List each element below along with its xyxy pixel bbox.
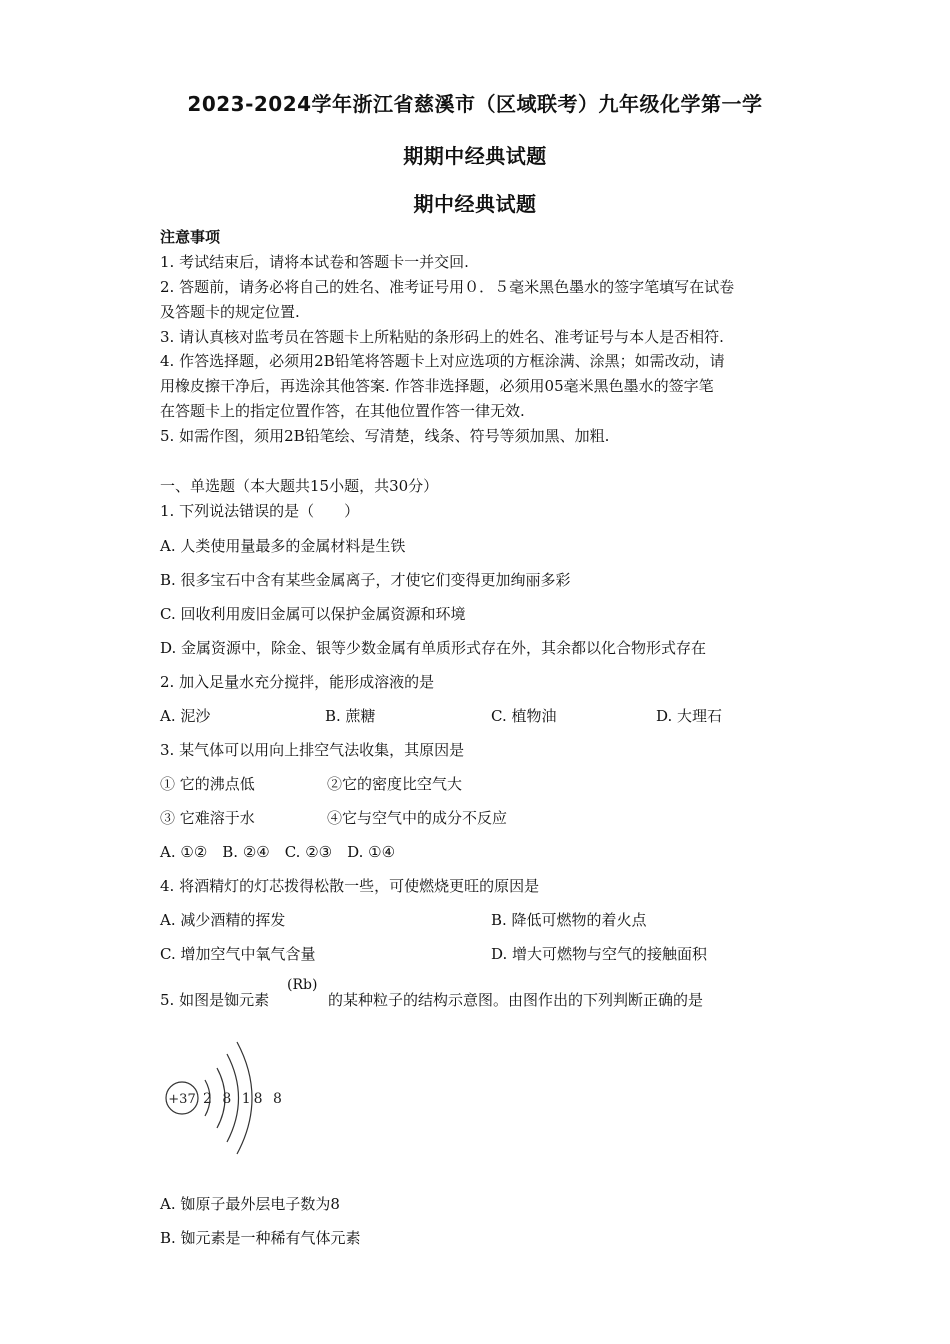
notice-item: 4. 作答选择题，必须用2B铅笔将答题卡上对应选项的方框涂满、涂黑；如需改动，请 <box>160 352 725 370</box>
question-5-option-b: B. 铷元素是一种稀有气体元素 <box>160 1229 361 1247</box>
question-3-statement-1: ① 它的沸点低 <box>160 775 255 793</box>
question-4-option-d: D. 增大可燃物与空气的接触面积 <box>491 945 708 963</box>
question-2-option-d: D. 大理石 <box>656 707 723 725</box>
question-5-stem-part2: 的某种粒子的结构示意图。由图作出的下列判断正确的是 <box>328 991 704 1009</box>
notice-item: 及答题卡的规定位置. <box>160 303 300 321</box>
notice-item: 在答题卡上的指定位置作答，在其他位置作答一律无效. <box>160 402 525 420</box>
rubidium-symbol: (Rb) <box>287 977 318 993</box>
notice-item: 5. 如需作图，须用2B铅笔绘、写清楚，线条、符号等须加黑、加粗. <box>160 427 610 445</box>
atomic-structure-diagram <box>155 1030 285 1160</box>
question-3-options: A. ①② B. ②④ C. ②③ D. ①④ <box>160 843 396 861</box>
question-4-stem: 4. 将酒精灯的灯芯拨得松散一些，可使燃烧更旺的原因是 <box>160 877 540 895</box>
notice-item: 1. 考试结束后，请将本试卷和答题卡一并交回. <box>160 253 469 271</box>
question-4-option-a: A. 减少酒精的挥发 <box>160 911 286 929</box>
question-5-option-a: A. 铷原子最外层电子数为8 <box>160 1195 340 1213</box>
page-title-continued: 期期中经典试题 <box>403 144 547 168</box>
notice-item: 3. 请认真核对监考员在答题卡上所粘贴的条形码上的姓名、准考证号与本人是否相符. <box>160 328 724 346</box>
question-4-option-c: C. 增加空气中氧气含量 <box>160 945 316 963</box>
question-5-stem-part1: 5. 如图是铷元素 <box>160 991 270 1009</box>
question-3-statement-3: ③ 它难溶于水 <box>160 809 255 827</box>
question-1-option-b: B. 很多宝石中含有某些金属离子，才使它们变得更加绚丽多彩 <box>160 571 571 589</box>
shell-electron-counts: 2 8 18 8 <box>203 1091 285 1107</box>
question-3-statement-4: ④它与空气中的成分不反应 <box>327 809 508 827</box>
section-heading: 一、单选题（本大题共15小题，共30分） <box>160 477 439 495</box>
question-2-option-b: B. 蔗糖 <box>325 707 376 725</box>
question-2-option-c: C. 植物油 <box>491 707 557 725</box>
question-4-option-b: B. 降低可燃物的着火点 <box>491 911 647 929</box>
page-subtitle: 期中经典试题 <box>413 192 537 216</box>
question-3-stem: 3. 某气体可以用向上排空气法收集，其原因是 <box>160 741 465 759</box>
page-title: 2023-2024学年浙江省慈溪市（区域联考）九年级化学第一学 <box>187 92 763 116</box>
notice-item: 2. 答题前，请务必将自己的姓名、准考证号用０．５毫米黑色墨水的签字笔填写在试卷 <box>160 278 735 296</box>
question-1-option-c: C. 回收利用废旧金属可以保护金属资源和环境 <box>160 605 466 623</box>
nucleus-charge: +37 <box>168 1092 196 1107</box>
question-2-option-a: A. 泥沙 <box>160 707 211 725</box>
question-1-option-d: D. 金属资源中，除金、银等少数金属有单质形式存在外，其余都以化合物形式存在 <box>160 639 707 657</box>
question-2-stem: 2. 加入足量水充分搅拌，能形成溶液的是 <box>160 673 435 691</box>
question-1-option-a: A. 人类使用量最多的金属材料是生铁 <box>160 537 406 555</box>
question-3-statement-2: ②它的密度比空气大 <box>327 775 463 793</box>
notice-item: 用橡皮擦干净后，再选涂其他答案. 作答非选择题，必须用05毫米黑色墨水的签字笔 <box>160 377 714 395</box>
question-1-stem: 1. 下列说法错误的是（ ） <box>160 502 360 520</box>
notice-heading: 注意事项 <box>160 228 221 246</box>
